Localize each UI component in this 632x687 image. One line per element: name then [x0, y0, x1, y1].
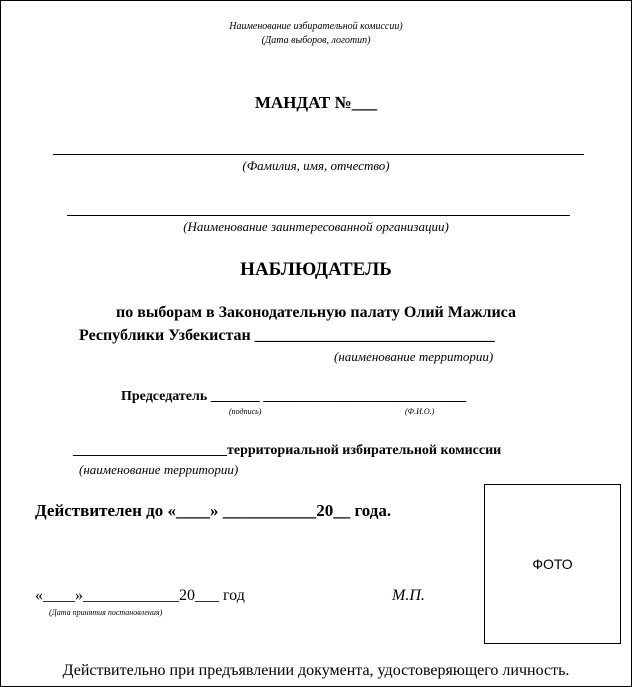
organization-hint: (Наименование заинтересованной организации) [183, 219, 449, 234]
validity-line: Действителен до «____» ___________20__ года. [35, 501, 392, 520]
mandate-title: МАНДАТ №___ [254, 93, 378, 112]
person-name-line [53, 154, 584, 155]
stamp-place: М.П. [392, 587, 425, 604]
issue-date-hint: (Дата принятия постановления) [49, 608, 163, 617]
footer-note: Действительно при предъявлении документа, удостоверяющего личность. [62, 662, 570, 679]
election-date-logo-hint: (Дата выборов, логотип) [261, 35, 371, 46]
signature-hint: (подпись) [229, 407, 262, 416]
observer-title: НАБЛЮДАТЕЛЬ [240, 259, 392, 280]
issue-date-line: «____»____________20___ год [35, 587, 245, 604]
commission-line: ______________________территориальной избирательной комиссии [73, 443, 502, 458]
chairman-name-hint: (Ф.И.О.) [405, 407, 435, 416]
elections-line-2: Республики Узбекистан ______________________________ [79, 327, 495, 344]
organization-line [67, 215, 570, 216]
elections-line-1: по выборам в Законодательную палату Олий Мажлиса [116, 304, 516, 321]
person-name-hint: (Фамилия, имя, отчество) [242, 158, 390, 173]
commission-territory-hint: (наименование территории) [79, 462, 239, 477]
chairman-line: Председатель _______ _____________________________ [121, 389, 467, 404]
photo-label: ФОТО [532, 556, 573, 572]
commission-name-hint: Наименование избирательной комиссии) [229, 21, 403, 32]
elections-territory-hint: (наименование территории) [334, 349, 494, 364]
photo-box [484, 484, 621, 644]
